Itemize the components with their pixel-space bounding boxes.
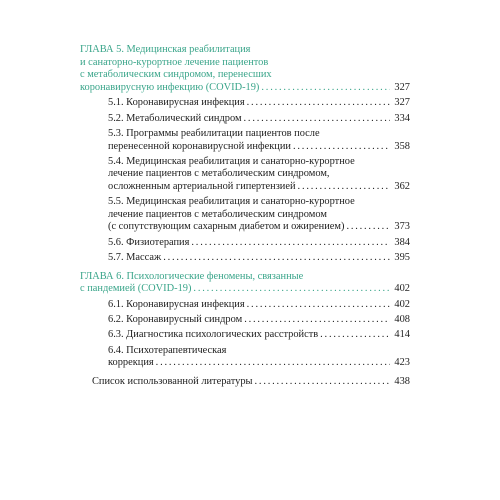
toc-entry-5-4 bbox=[80, 156, 410, 194]
leader-dots bbox=[163, 252, 390, 265]
toc-entry-row bbox=[108, 181, 410, 194]
toc-entry-row bbox=[108, 314, 410, 327]
toc-entry-line: 5.3. Программы реабилитации пациентов после bbox=[108, 127, 320, 139]
leader-dots bbox=[247, 299, 390, 312]
toc-entry-6-4 bbox=[80, 345, 410, 370]
toc-entry-page-number: 373 bbox=[394, 221, 410, 233]
toc-entry-row bbox=[108, 141, 410, 154]
chapter-5-entries bbox=[80, 97, 410, 264]
toc-entry-page-number: 402 bbox=[394, 298, 410, 310]
references-page-number: 438 bbox=[394, 375, 410, 387]
chapter-6-title-line-2: с пандемией (COVID-19) bbox=[80, 283, 192, 295]
toc-entry-page-number: 358 bbox=[394, 140, 410, 152]
toc-entry-page-number: 423 bbox=[394, 357, 410, 369]
chapter-6-entries bbox=[80, 299, 410, 370]
chapter-6-title-line-1: ГЛАВА 6. Психологические феномены, связанные bbox=[80, 270, 304, 282]
toc-entry-6-2 bbox=[80, 314, 410, 327]
toc-entry-6-1 bbox=[80, 299, 410, 312]
toc-entry-row bbox=[92, 376, 410, 389]
toc-entry-references bbox=[80, 376, 410, 389]
chapter-5-page-number: 327 bbox=[394, 81, 410, 93]
toc-entry-label: перенесенной коронавирусной инфекции bbox=[108, 140, 291, 152]
toc-entry-row bbox=[108, 113, 410, 126]
table-of-contents bbox=[80, 44, 410, 388]
toc-entry-row bbox=[108, 252, 410, 265]
leader-dots bbox=[255, 376, 390, 389]
leader-dots bbox=[247, 97, 390, 110]
toc-entry-label: 6.3. Диагностика психологических расстройств bbox=[108, 329, 319, 341]
toc-entry-page-number: 327 bbox=[394, 97, 410, 109]
leader-dots bbox=[193, 283, 390, 296]
toc-entry-page-number: 395 bbox=[394, 252, 410, 264]
chapter-5-title-line-4: коронавирусную инфекцию (COVID-19) bbox=[80, 81, 260, 93]
toc-entry-label: осложненным артериальной гипертензией bbox=[108, 181, 296, 192]
chapter-5-heading bbox=[80, 44, 410, 94]
toc-entry-label: коррекция bbox=[108, 357, 154, 369]
toc-entry-row bbox=[108, 237, 410, 250]
toc-entry-line: лечение пациентов с метаболическим синдромом, bbox=[108, 168, 330, 180]
toc-entry-row bbox=[108, 299, 410, 312]
toc-entry-page-number: 362 bbox=[394, 181, 410, 192]
toc-entry-label: 6.1. Коронавирусная инфекция bbox=[108, 298, 245, 310]
toc-entry-5-5 bbox=[80, 196, 410, 234]
toc-entry-page-number: 408 bbox=[394, 314, 410, 326]
leader-dots bbox=[293, 141, 390, 154]
leader-dots bbox=[156, 357, 390, 370]
leader-dots bbox=[261, 82, 390, 95]
leader-dots bbox=[320, 329, 390, 342]
toc-entry-5-3 bbox=[80, 128, 410, 153]
chapter-5-title-line-3: с метаболическим синдромом, перенесших bbox=[80, 69, 272, 81]
toc-entry-label: (с сопутствующим сахарным диабетом и ожирением) bbox=[108, 221, 345, 233]
toc-entry-line: 5.5. Медицинская реабилитация и санаторно-курортное bbox=[108, 196, 355, 208]
toc-entry-page-number: 414 bbox=[394, 329, 410, 341]
toc-entry-page-number: 334 bbox=[394, 112, 410, 124]
leader-dots bbox=[244, 113, 390, 126]
toc-entry-5-1 bbox=[80, 97, 410, 110]
leader-dots bbox=[191, 237, 390, 250]
toc-entry-row bbox=[108, 357, 410, 370]
leader-dots bbox=[346, 221, 390, 234]
toc-entry-row bbox=[108, 221, 410, 234]
toc-entry-6-3 bbox=[80, 329, 410, 342]
chapter-6-page-number: 402 bbox=[394, 283, 410, 295]
toc-entry-line: лечение пациентов с метаболическим синдромом bbox=[108, 208, 327, 220]
chapter-5-title-line-2: и санаторно-курортное лечение пациентов bbox=[80, 56, 269, 68]
toc-entry-row bbox=[108, 329, 410, 342]
references-label: Список использованной литературы bbox=[92, 375, 253, 387]
chapter-6-title-row bbox=[80, 283, 410, 296]
chapter-5-title-line-1: ГЛАВА 5. Медицинская реабилитация bbox=[80, 44, 251, 55]
leader-dots bbox=[298, 181, 390, 194]
toc-entry-label: 5.1. Коронавирусная инфекция bbox=[108, 97, 245, 109]
toc-entry-5-7 bbox=[80, 252, 410, 265]
toc-entry-label: 5.2. Метаболический синдром bbox=[108, 112, 242, 124]
leader-dots bbox=[244, 314, 390, 327]
toc-entry-page-number: 384 bbox=[394, 236, 410, 248]
toc-entry-line: 6.4. Психотерапевтическая bbox=[108, 344, 227, 356]
toc-entry-5-6 bbox=[80, 237, 410, 250]
chapter-5-title-row bbox=[80, 82, 410, 95]
toc-entry-row bbox=[108, 97, 410, 110]
chapter-6-heading bbox=[80, 271, 410, 296]
toc-entry-label: 5.7. Массаж bbox=[108, 252, 162, 264]
toc-entry-label: 6.2. Коронавирусный синдром bbox=[108, 314, 243, 326]
toc-entry-5-2 bbox=[80, 113, 410, 126]
toc-entry-line: 5.4. Медицинская реабилитация и санаторно-курортное bbox=[108, 155, 355, 167]
toc-entry-label: 5.6. Физиотерапия bbox=[108, 236, 190, 248]
